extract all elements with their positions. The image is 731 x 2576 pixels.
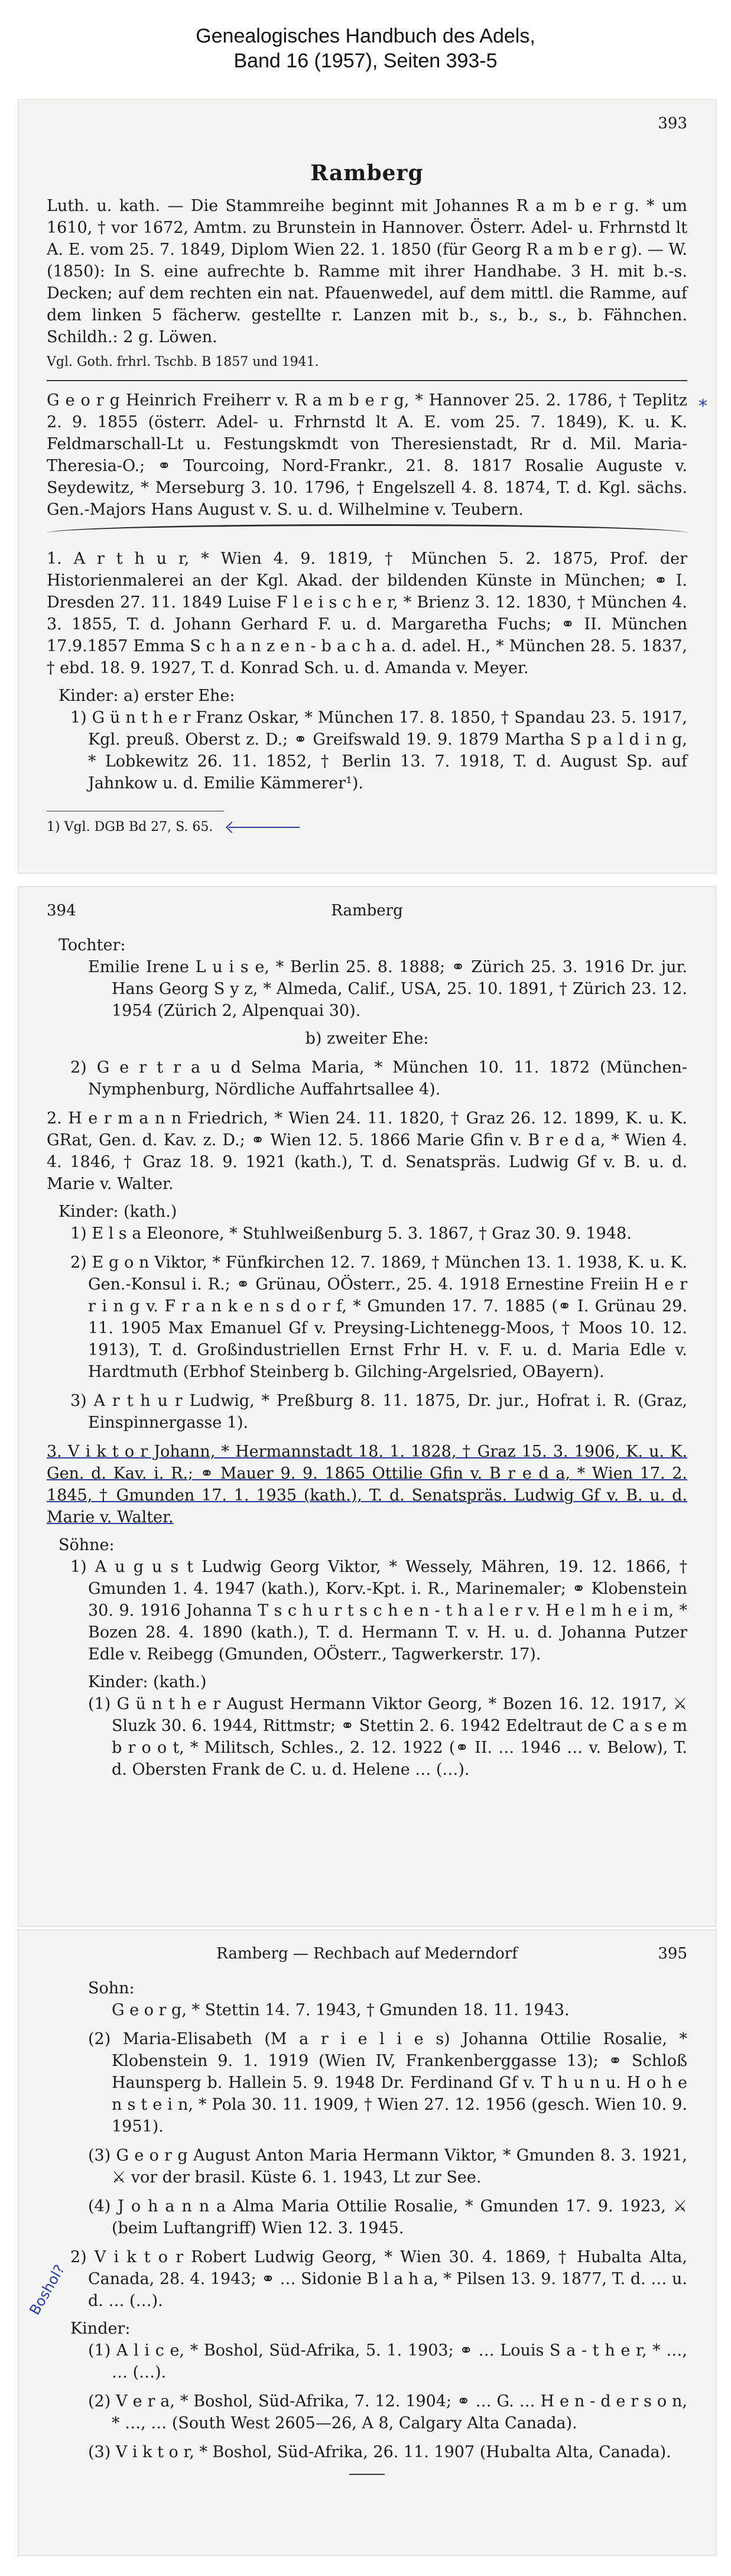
scan-page-394 xyxy=(18,886,716,1927)
entry-marielies: (2) Maria-Elisabeth (M a r i e l i e s) Johanna Ottilie Rosalie, * Klobenstein 9. 1. 1919 (Wien IV, Frankenberggasse 13); ⚭ Schloß Haunsperg b. Hallein 5. 9. 1948 Dr. Ferdinand Gf v. T h u n u. H o h e n s t e i n, * Pola 30. 11. 1909, † Wien 27. 12. 1956 (gesch. Wien 10. 9. 1951). xyxy=(88,2030,687,2136)
children-label: Kinder: xyxy=(70,2320,131,2338)
son-label: Sohn: xyxy=(88,1979,135,1997)
running-title: Ramberg xyxy=(331,902,403,920)
pen-brace-mark xyxy=(47,524,687,542)
second-marriage-label: b) zweiter Ehe: xyxy=(305,1029,429,1048)
page-head xyxy=(47,100,687,141)
entry-johanna: (4) J o h a n n a Alma Maria Ottilie Rosalie, * Gmunden 17. 9. 1923, ⚔ (beim Luftangriff) Wien 12. 3. 1945. xyxy=(88,2197,687,2237)
intro-paragraph: Luth. u. kath. — Die Stammreihe beginnt mit Johannes R a m b e r g. * um 1610, † vor 1672, Amtm. zu Brunstein in Hannover. Österr. Adel- u. Frhrnstd lt A. E. vom 25. 7. 1849, Diplom Wien 22. 1. 1850 (für Georg R a m b e r g). — W. (1850): In S. eine aufrechte b. Ramme mit ihrer Handhabe. 3 H. mit b.-s. Decken; auf dem rechten ein nat. Pfauenwedel, auf dem mittl. die Ramme, auf dem linken 5 fächerw. gestellte r. Lanzen mit b., s., b., s., b. Fähnchen. Schildh.: 2 g. Löwen. xyxy=(47,197,687,346)
entry-arthur: 1. A r t h u r, * Wien 4. 9. 1819, † München 5. 2. 1875, Prof. der Historienmalerei an der Kgl. Akad. der bildenden Künste in München; ⚭ I. Dresden 27. 11. 1849 Luise F l e i s c h e r, * Brienz 3. 12. 1830, † München 4. 3. 1855, T. d. Johann Gerhard F. u. d. Margaretha Fuchs; ⚭ II. München 17.9.1857 Emma S c h a n z e n - b a c h a. d. adel. H., * München 28. 5. 1837, † ebd. 18. 9. 1927, T. d. Konrad Sch. u. d. Amanda v. Meyer. xyxy=(47,550,687,677)
footnote-text: 1) Vgl. DGB Bd 27, S. 65. xyxy=(47,820,213,834)
entry-guenther: 1) G ü n t h e r Franz Oskar, * München 17. 8. 1850, † Spandau 23. 5. 1917, Kgl. preuß. Oberst z. D.; ⚭ Greifswald 19. 9. 1879 Martha S p a l d i n g, * Lobkewitz 26. 11. 1852, † Berlin 13. 7. 1918, T. d. August Sp. auf Jahnkow u. d. Emilie Kämmerer¹). xyxy=(70,709,687,792)
entry-elsa: 1) E l s a Eleonore, * Stuhlweißenburg 5. 3. 1867, † Graz 30. 9. 1948. xyxy=(70,1224,632,1243)
sons-label: Söhne: xyxy=(59,1536,115,1554)
pen-arrow-mark xyxy=(229,827,300,828)
daughter-label: Tochter: xyxy=(59,936,126,954)
running-title: Ramberg — Rechbach auf Mederndorf xyxy=(216,1945,518,1963)
entry-gertraud: 2) G e r t r a u d Selma Maria, * München 10. 11. 1872 (München-Nymphenburg, Nördliche Auffahrtsallee 4). xyxy=(70,1058,687,1099)
entry-hermann: 2. H e r m a n n Friedrich, * Wien 24. 11. 1820, † Graz 26. 12. 1899, K. u. K. GRat, Gen. d. Kav. z. D.; ⚭ Wien 12. 5. 1866 Marie Gfin v. B r e d a, * Wien 4. 4. 1846, † Graz 18. 9. 1921 (kath.), T. d. Senatspräs. Ludwig Gf v. B. u. d. Marie v. Walter. xyxy=(47,1109,687,1193)
page-number: 395 xyxy=(658,1945,687,1963)
entry-vera: (2) V e r a, * Boshol, Süd-Afrika, 7. 12. 1904; ⚭ … G. … H e n - d e r s o n, * …, … (South West 2605—26, A 8, Calgary Alta Canada). xyxy=(88,2392,687,2432)
entry-viktor-3: (3) V i k t o r, * Boshol, Süd-Afrika, 26. 11. 1907 (Hubalta Alta, Canada). xyxy=(88,2443,671,2461)
entry-august: 1) A u g u s t Ludwig Georg Viktor, * Wessely, Mähren, 19. 12. 1866, † Gmunden 1. 4. 1947 (kath.), Korv.-Kpt. i. R., Marinemaler; ⚭ Klobenstein 30. 9. 1916 Johanna T s c h u r t s c h e n - t h a l e r v. H e l m h e i m, * Bozen 28. 4. 1890 (kath.), T. d. Hermann T. v. H. u. d. Johanna Putzer Edle v. Reibegg (Gmunden, OÖsterr., Tagwerkerstr. 17). xyxy=(70,1558,687,1664)
reference-line: Vgl. Goth. frhrl. Tschb. B 1857 und 1941. xyxy=(47,355,319,369)
document-header xyxy=(0,24,731,73)
entry-georg-anton: (3) G e o r g August Anton Maria Hermann Viktor, * Gmunden 8. 3. 1921, ⚔ vor der brasil. Küste 6. 1. 1943, Lt zur See. xyxy=(88,2146,687,2187)
footnote xyxy=(47,816,687,838)
header-line-1: Genealogisches Handbuch des Adels, xyxy=(196,25,535,47)
page-head xyxy=(47,1930,687,1971)
founder-entry: G e o r g Heinrich Freiherr v. R a m b e r g, * Hannover 25. 2. 1786, † Teplitz 2. 9. 1855 (österr. Adel- u. Frhrnstd lt A. E. vom 25. 7. 1849), K. u. K. Feldmarschall-Lt u. Festungskmdt von Theresienstadt, Rr d. Mil. Maria-Theresia-O.; ⚭ Tourcoing, Nord-Frankr., 21. 8. 1817 Rosalie Auguste v. Seydewitz, * Merseburg 3. 10. 1796, † Engelszell 4. 8. 1874, T. d. Kgl. sächs. Gen.-Majors Hans August v. S. u. d. Wilhelmine v. Teubern. xyxy=(47,391,687,519)
viktor-text: 3. V i k t o r Johann, * Hermannstadt 18. 1. 1828, † Graz 15. 3. 1906, K. u. K. Gen. d. Kav. i. R.; ⚭ Mauer 9. 9. 1865 Ottilie Gfin v. B r e d a, * Wien 17. 2. 1845, † Gmunden 17. 1. 1935 (kath.), T. d. Senatspräs. Ludwig Gf v. B. u. d. Marie v. Walter. xyxy=(47,1443,687,1526)
entry-viktor-robert: 2) V i k t o r Robert Ludwig Georg, * Wien 30. 4. 1869, † Hubalta Alta, Canada, 28. 4. 1943; ⚭ … Sidonie B l a h a, * Pilsen 13. 9. 1877, T. d. … u. d. … (…). xyxy=(70,2248,687,2310)
pen-star-mark: * xyxy=(698,396,707,417)
divider xyxy=(47,380,687,381)
page-number: 393 xyxy=(658,115,687,132)
entry-alice: (1) A l i c e, * Boshol, Süd-Afrika, 5. 1. 1903; ⚭ … Louis S a - t h e r, * …, … (…). xyxy=(88,2341,687,2382)
page-number: 394 xyxy=(47,902,76,920)
children-label: Kinder: a) erster Ehe: xyxy=(59,687,235,705)
scan-page-395 xyxy=(18,1929,716,2556)
children-label: Kinder: (kath.) xyxy=(59,1203,177,1221)
entry-emilie: Emilie Irene L u i s e, * Berlin 25. 8. 1888; ⚭ Zürich 25. 3. 1916 Dr. jur. Hans Georg S y z, * Almeda, Calif., USA, 25. 10. 1891, † Zürich 23. 12. 1954 (Zürich 2, Alpenquai 30). xyxy=(88,958,687,1020)
header-line-2: Band 16 (1957), Seiten 393-5 xyxy=(233,50,498,72)
entry-arthur-ludwig: 3) A r t h u r Ludwig, * Preßburg 8. 11. 1875, Dr. jur., Hofrat i. R. (Graz, Einspinnergasse 1). xyxy=(70,1392,687,1432)
entry-egon: 2) E g o n Viktor, * Fünfkirchen 12. 7. 1869, † München 13. 1. 1938, K. u. K. Gen.-Konsul i. R.; ⚭ Grünau, OÖsterr., 25. 4. 1918 Ernestine Freiin H e r r i n g v. F r a n k e n s d o r f, * Gmunden 17. 7. 1885 (⚭ I. Grünau 29. 11. 1905 Max Emanuel Gf v. Preysing-Lichtenegg-Moos, † Moos 10. 12. 1913), T. d. Großindustriellen Ernst Frhr H. v. F. u. d. Maria Edle v. Hardtmuth (Erbhof Steinberg b. Gilching-Argelsried, OBayern). xyxy=(70,1253,687,1381)
entry-viktor xyxy=(47,1441,687,1528)
family-title: Ramberg xyxy=(310,161,424,186)
scan-page-393 xyxy=(18,99,716,873)
entry-georg: G e o r g, * Stettin 14. 7. 1943, † Gmunden 18. 11. 1943. xyxy=(112,2001,570,2019)
pen-margin-note: Boshol? xyxy=(26,2262,69,2318)
children-label: Kinder: (kath.) xyxy=(88,1673,207,1691)
end-rule xyxy=(349,2474,385,2475)
page-head xyxy=(47,887,687,928)
entry-guenther-2: (1) G ü n t h e r August Hermann Viktor Georg, * Bozen 16. 12. 1917, ⚔ Sluzk 30. 6. 1944, Rittmstr; ⚭ Stettin 2. 6. 1942 Edeltraut de C a s e m b r o o t, * Militsch, Schles., 2. 12. 1922 (⚭ II. … 1946 … v. Below), T. d. Obersten Frank de C. u. d. Helene … (…). xyxy=(88,1695,687,1779)
